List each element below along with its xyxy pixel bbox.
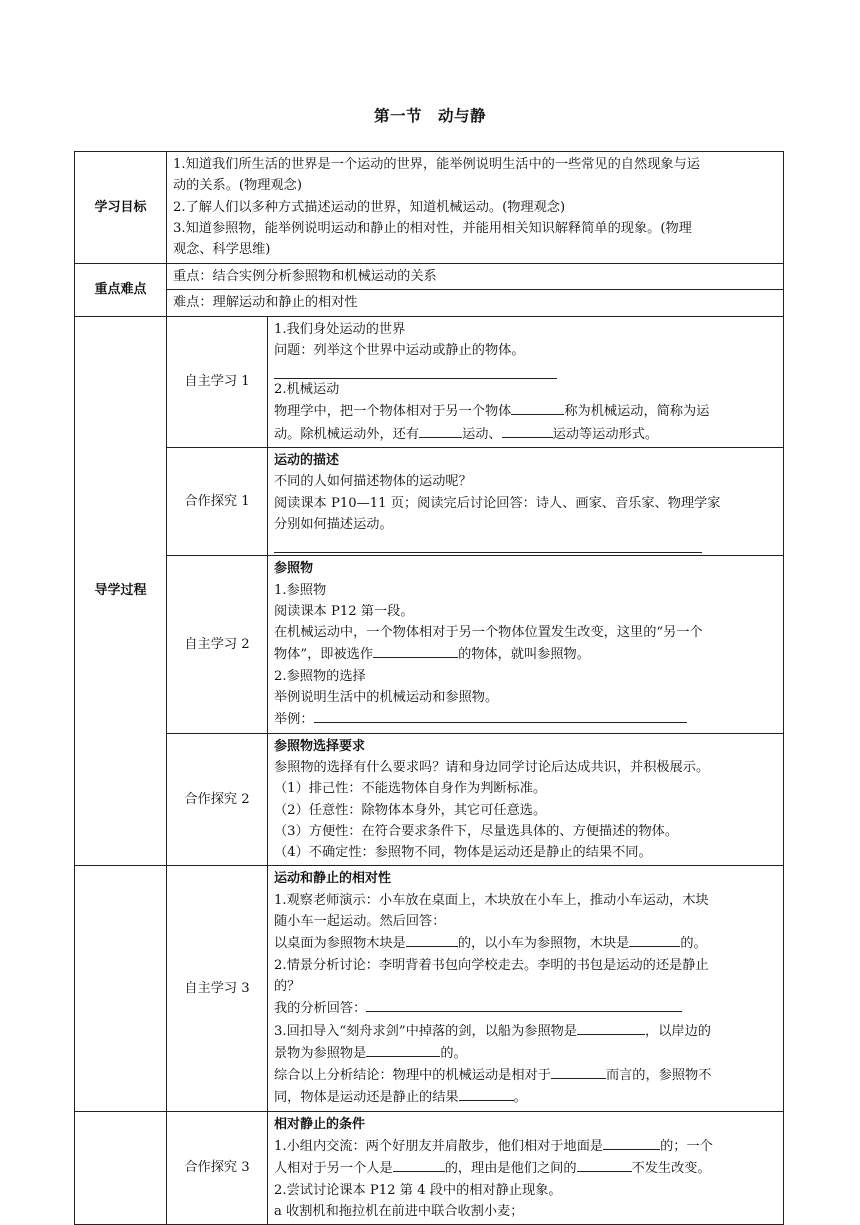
c3-title: 相对静止的条件	[274, 1116, 366, 1132]
answer-blank-line[interactable]	[274, 535, 702, 553]
answer-blank-line[interactable]	[274, 361, 557, 379]
goals-row	[75, 152, 784, 264]
c3-line-2: 人相对于另一个人是 的，理由是他们之间的 不发生改变。	[274, 1157, 778, 1179]
fill-blank[interactable]	[577, 1020, 645, 1035]
fill-blank[interactable]	[502, 423, 553, 438]
c2-line-1: 参照物的选择有什么要求吗？请和身边同学讨论后达成共识，并积极展示。	[274, 759, 710, 775]
fill-blank[interactable]	[373, 643, 458, 658]
section-content-s1	[268, 316, 784, 447]
c2-line-4: （3）方便性：在符合要求条件下，尽量选具体的、方便描述的物体。	[274, 823, 679, 839]
goal-1-line-2: 动的关系。(物理观念)	[173, 178, 302, 194]
s3-line-6: 我的分析回答：	[274, 997, 778, 1019]
c1-line-3: 分别如何描述运动。	[274, 516, 393, 532]
c3-line-3: 2.尝试讨论课本 P12 第 4 段中的相对静止现象。	[274, 1182, 562, 1198]
section-label-s1: 自主学习 1	[167, 316, 268, 447]
section-content-c3	[268, 1111, 784, 1224]
c3-line-1: 1.小组内交流：两个好朋友并肩散步，他们相对于地面是 的；一个	[274, 1135, 778, 1157]
s1-line-5: 动。除机械运动外，还有 运动、 运动等运动形式。	[274, 423, 778, 445]
c2-line-2: （1）排己性：不能选物体自身作为判断标准。	[274, 781, 547, 797]
section-content-c2	[268, 733, 784, 866]
process-row-s3	[75, 866, 784, 1111]
study-guide-table	[74, 151, 784, 1225]
fill-blank[interactable]	[419, 423, 462, 438]
c1-line-1: 不同的人如何描述物体的运动呢？	[274, 474, 472, 490]
key-heading: 重点难点	[75, 264, 167, 317]
section-label-c2: 合作探究 2	[167, 733, 268, 866]
goal-3-line-1: 3.知道参照物，能举例说明运动和静止的相对性，并能用相关知识解释简单的现象。(物理	[173, 220, 692, 236]
empty-heading-cell-2	[75, 1111, 167, 1224]
fill-blank[interactable]	[577, 1157, 632, 1172]
fill-blank[interactable]	[511, 400, 564, 415]
goals-heading: 学习目标	[75, 152, 167, 264]
process-row-s2	[75, 556, 784, 733]
c3-line-4: a 收割机和拖拉机在前进中联合收割小麦；	[274, 1203, 524, 1219]
s3-line-1: 1.观察老师演示：小车放在桌面上，木块放在小车上，推动小车运动，木块	[274, 892, 709, 908]
s1-line-2: 问题：列举这个世界中运动或静止的物体。	[274, 342, 525, 358]
fill-blank[interactable]	[459, 1086, 514, 1101]
s3-line-9: 综合以上分析结论：物理中的机械运动是相对于 而言的，参照物不	[274, 1064, 778, 1086]
key-difficulty-row	[75, 290, 784, 316]
s3-line-2: 随小车一起运动。然后回答：	[274, 914, 446, 930]
s3-title: 运动和静止的相对性	[274, 871, 392, 887]
c1-line-2: 阅读课本 P10—11 页；阅读完后讨论回答：诗人、画家、音乐家、物理学家	[274, 495, 721, 511]
s1-line-4: 物理学中，把一个物体相对于另一个物体 称为机械运动，简称为运	[274, 400, 778, 422]
s2-line-3: 在机械运动中，一个物体相对于另一个物体位置发生改变，这里的“另一个	[274, 625, 703, 641]
fill-blank[interactable]	[406, 932, 458, 947]
section-label-s3: 自主学习 3	[167, 866, 268, 1111]
fill-blank[interactable]	[551, 1064, 606, 1079]
s3-line-7: 3.回扣导入“刻舟求剑”中掉落的剑，以船为参照物是 ，以岸边的	[274, 1020, 778, 1042]
section-label-s2: 自主学习 2	[167, 556, 268, 733]
c2-line-5: （4）不确定性：参照物不同，物体是运动还是静止的结果不同。	[274, 845, 652, 861]
section-content-s3	[268, 866, 784, 1111]
s3-line-4: 2.情景分析讨论：李明背着书包向学校走去。李明的书包是运动的还是静止	[274, 957, 709, 973]
s2-title: 参照物	[274, 561, 314, 577]
s1-line-1: 1.我们身处运动的世界	[274, 321, 406, 337]
s2-line-7: 举例：	[274, 708, 778, 730]
c2-line-3: （2）任意性：除物体本身外，其它可任意选。	[274, 802, 547, 818]
s1-line-3: 2.机械运动	[274, 382, 340, 398]
s2-line-5: 2.参照物的选择	[274, 668, 366, 684]
process-row-s1	[75, 316, 784, 447]
s3-line-10: 同，物体是运动还是静止的结果 。	[274, 1086, 778, 1108]
section-content-s2	[268, 556, 784, 733]
key-difficulty: 难点：理解运动和静止的相对性	[167, 290, 784, 316]
s3-line-8: 景物为参照物是 的。	[274, 1042, 778, 1064]
goals-content	[167, 152, 784, 264]
fill-blank[interactable]	[366, 997, 682, 1012]
process-heading: 导学过程	[75, 316, 167, 866]
key-focus-row	[75, 264, 784, 290]
goal-1-line-1: 1.知道我们所生活的世界是一个运动的世界，能举例说明生活中的一些常见的自然现象与运	[173, 157, 700, 172]
process-row-c3	[75, 1111, 784, 1224]
key-focus: 重点：结合实例分析参照物和机械运动的关系	[167, 264, 784, 290]
s2-line-1: 1.参照物	[274, 582, 327, 598]
goal-2: 2.了解人们以多种方式描述运动的世界，知道机械运动。(物理观念)	[173, 199, 566, 215]
fill-blank[interactable]	[366, 1042, 440, 1057]
s2-line-4: 物体”，即被选作 的物体，就叫参照物。	[274, 643, 778, 665]
process-row-c1	[75, 448, 784, 556]
page-title: 第一节 动与静	[373, 107, 486, 125]
process-row-c2	[75, 733, 784, 866]
section-content-c1	[268, 448, 784, 556]
fill-blank[interactable]	[393, 1157, 445, 1172]
fill-blank[interactable]	[629, 932, 680, 947]
c2-title: 参照物选择要求	[274, 738, 366, 754]
goal-3-line-2: 观念、科学思维)	[173, 242, 271, 258]
c1-title: 运动的描述	[274, 453, 340, 469]
fill-blank[interactable]	[603, 1135, 660, 1150]
section-label-c1: 合作探究 1	[167, 448, 268, 556]
fill-blank[interactable]	[314, 708, 687, 723]
empty-heading-cell-1	[75, 866, 167, 1111]
s2-line-2: 阅读课本 P12 第一段。	[274, 603, 414, 619]
s3-line-3: 以桌面为参照物木块是 的，以小车为参照物，木块是 的。	[274, 932, 778, 954]
s3-line-5: 的？	[274, 978, 301, 994]
s2-line-6: 举例说明生活中的机械运动和参照物。	[274, 690, 499, 706]
section-label-c3: 合作探究 3	[167, 1111, 268, 1224]
